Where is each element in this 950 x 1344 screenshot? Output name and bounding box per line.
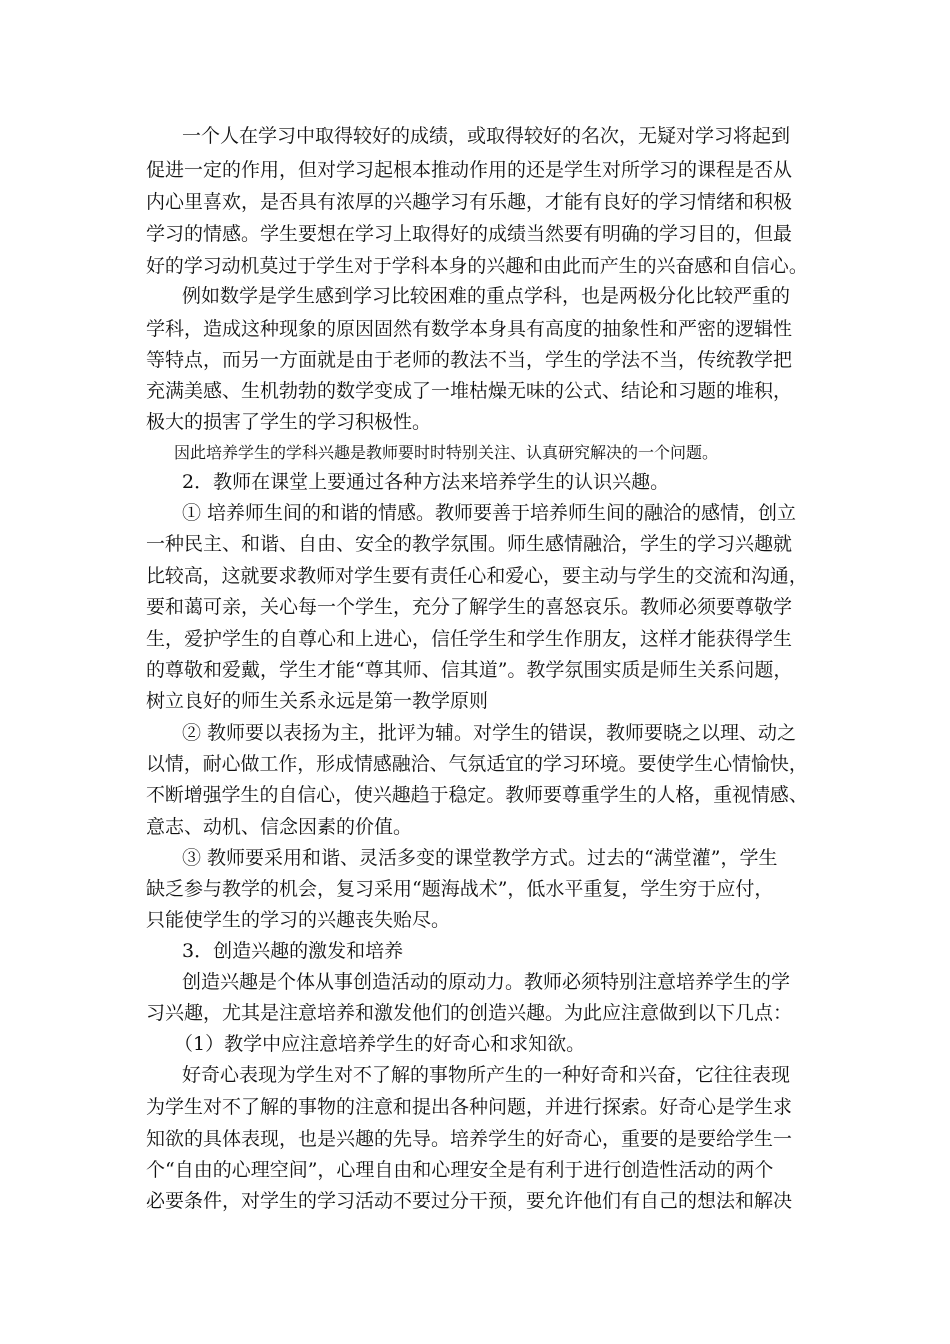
text-line: ① 培养师生间的和谐的情感。教师要善于培养师生间的融洽的感情，创立 bbox=[182, 502, 797, 524]
text-line: 创造兴趣是个体从事创造活动的原动力。教师必须特别注意培养学生的学 bbox=[182, 971, 791, 993]
text-line: 内心里喜欢，是否具有浓厚的兴趣学习有乐趣，才能有良好的学习情绪和积极 bbox=[146, 191, 793, 213]
text-line: 学习的情感。学生要想在学习上取得好的成绩当然要有明确的学习目的，但最 bbox=[146, 223, 793, 245]
text-line: 的尊敬和爱戴，学生才能“尊其师、信其道”。教学氛围实质是师生关系问题， bbox=[146, 659, 793, 681]
text-line: 生，爱护学生的自尊心和上进心，信任学生和学生作朋友，这样才能获得学生 bbox=[146, 628, 793, 650]
text-line: 个“自由的心理空间”，心理自由和心理安全是有利于进行创造性活动的两个 bbox=[146, 1159, 774, 1181]
text-line: 比较高，这就要求教师对学生要有责任心和爱心，要主动与学生的交流和沟通， bbox=[146, 565, 808, 587]
text-line: 例如数学是学生感到学习比较困难的重点学科，也是两极分化比较严重的 bbox=[182, 285, 791, 307]
text-line: 意志、动机、信念因素的价值。 bbox=[146, 816, 413, 838]
subsection-heading: （1）教学中应注意培养学生的好奇心和求知欲。 bbox=[174, 1033, 586, 1055]
text-line: 知欲的具体表现，也是兴趣的先导。培养学生的好奇心，重要的是要给学生一 bbox=[146, 1128, 793, 1150]
text-line: 极大的损害了学生的学习积极性。 bbox=[146, 411, 432, 433]
text-line: 等特点，而另一方面就是由于老师的教法不当，学生的学法不当，传统教学把 bbox=[146, 349, 793, 371]
text-line: 一种民主、和谐、自由、安全的教学氛围。师生感情融洽，学生的学习兴趣就 bbox=[146, 533, 793, 555]
section-heading: 3．创造兴趣的激发和培养 bbox=[182, 940, 404, 962]
text-line: 必要条件，对学生的学习活动不要过分干预，要允许他们有自己的想法和解决 bbox=[146, 1190, 793, 1212]
text-line: ③ 教师要采用和谐、灵活多变的课堂教学方式。过去的“满堂灌”，学生 bbox=[182, 847, 778, 869]
section-heading: 2．教师在课堂上要通过各种方法来培养学生的认识兴趣。 bbox=[182, 471, 670, 493]
text-line: 促进一定的作用，但对学习起根本推动作用的还是学生对所学习的课程是否从 bbox=[146, 159, 793, 181]
text-line: 一个人在学习中取得较好的成绩，或取得较好的名次，无疑对学习将起到 bbox=[182, 125, 791, 147]
text-line: 要和蔼可亲，关心每一个学生，充分了解学生的喜怒哀乐。教师必须要尊敬学 bbox=[146, 596, 793, 618]
text-line: 以情，耐心做工作，形成情感融洽、气氛适宜的学习环境。要使学生心情愉快， bbox=[146, 753, 808, 775]
text-line: 缺乏参与教学的机会，复习采用“题海战术”，低水平重复，学生穷于应付， bbox=[146, 878, 774, 900]
text-line: 充满美感、生机勃勃的数学变成了一堆枯燥无味的公式、结论和习题的堆积， bbox=[146, 380, 793, 402]
text-line: ② 教师要以表扬为主，批评为辅。对学生的错误，教师要晓之以理、动之 bbox=[182, 722, 797, 744]
text-line: 好的学习动机莫过于学生对于学科本身的兴趣和由此而产生的兴奋感和自信心。 bbox=[146, 255, 808, 277]
text-line: 因此培养学生的学科兴趣是教师要时时特别关注、认真研究解决的一个问题。 bbox=[174, 443, 719, 462]
text-line: 树立良好的师生关系永远是第一教学原则 bbox=[146, 690, 489, 712]
text-line: 不断增强学生的自信心，使兴趣趋于稳定。教师要尊重学生的人格，重视情感、 bbox=[146, 784, 808, 806]
text-line: 只能使学生的学习的兴趣丧失贻尽。 bbox=[146, 909, 451, 931]
text-line: 好奇心表现为学生对不了解的事物所产生的一种好奇和兴奋，它往往表现 bbox=[182, 1064, 791, 1086]
text-line: 为学生对不了解的事物的注意和提出各种问题，并进行探索。好奇心是学生求 bbox=[146, 1096, 793, 1118]
text-line: 学科，造成这种现象的原因固然有数学本身具有高度的抽象性和严密的逻辑性 bbox=[146, 318, 793, 340]
text-line: 习兴趣，尤其是注意培养和激发他们的创造兴趣。为此应注意做到以下几点： bbox=[146, 1002, 793, 1024]
